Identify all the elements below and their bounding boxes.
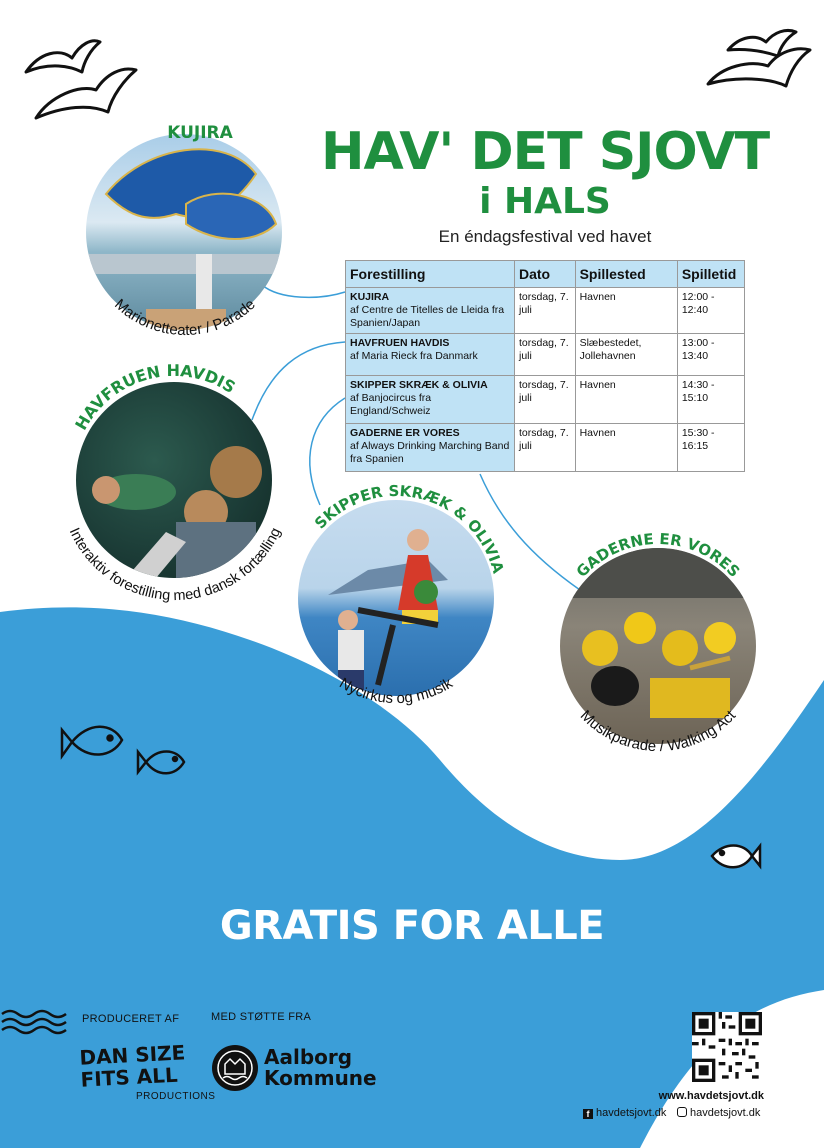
instagram-icon <box>677 1107 687 1117</box>
date-cell: torsdag, 7. juli <box>515 288 576 334</box>
time-cell: 13:00 - 13:40 <box>677 334 744 376</box>
havfruen-caption <box>52 362 298 608</box>
instagram-handle[interactable] <box>677 1107 760 1119</box>
column-header: Forestilling <box>346 261 515 288</box>
kujira-caption <box>70 120 300 350</box>
table-header-row <box>346 261 745 288</box>
svg-text:Musikparade / Walking Act: Musikparade / Walking Act <box>576 706 740 756</box>
qr-code[interactable] <box>692 1012 762 1082</box>
festival-subtitle: En éndagsfestival ved havet <box>438 227 652 246</box>
dan-size-fits-all-sub: PRODUCTIONS <box>136 1091 216 1102</box>
table-row <box>346 424 745 472</box>
svg-text:HAVFRUEN HAVDIS: HAVFRUEN HAVDIS <box>71 360 239 434</box>
website-link[interactable]: www.havdetsjovt.dk <box>658 1090 764 1102</box>
table-row <box>346 376 745 424</box>
aalborg-seal <box>211 1044 259 1092</box>
logo-line: DAN SIZE <box>78 1040 186 1070</box>
produced-by-label: PRODUCERET AF <box>82 1013 180 1025</box>
table-row <box>346 288 745 334</box>
time-cell: 15:30 - 16:15 <box>677 424 744 472</box>
performance-name: HAVFRUEN HAVDIS <box>350 337 450 349</box>
facebook-icon: f <box>583 1109 593 1119</box>
svg-text:Interaktiv forestilling med da: Interaktiv forestilling med dansk fortælling <box>65 525 285 605</box>
performance-cell <box>346 288 515 334</box>
venue-cell: Slæbestedet, Jollehavnen <box>575 334 677 376</box>
column-header: Dato <box>515 261 576 288</box>
instagram-label: havdetsjovt.dk <box>690 1107 761 1119</box>
performance-cell <box>346 376 515 424</box>
venue-cell: Havnen <box>575 424 677 472</box>
performance-by: af Maria Rieck fra Danmark <box>350 350 478 362</box>
facebook-label: havdetsjovt.dk <box>596 1107 667 1119</box>
gaderne-caption <box>545 533 771 759</box>
aalborg-kommune-logo <box>264 1047 377 1089</box>
svg-text:GADERNE ER VORES: GADERNE ER VORES <box>572 529 744 581</box>
facebook-handle[interactable] <box>583 1107 666 1119</box>
logo-line: Kommune <box>264 1066 377 1090</box>
svg-text:Nycirkus og musik: Nycirkus og musik <box>336 674 456 708</box>
performance-name: SKIPPER SKRÆK & OLIVIA <box>350 379 488 391</box>
column-header: Spilletid <box>677 261 744 288</box>
performance-cell <box>346 334 515 376</box>
performance-name: GADERNE ER VORES <box>350 427 460 439</box>
performance-by: af Centre de Titelles de Lleida fra Spanien/Japan <box>350 304 505 329</box>
bird-icon <box>708 30 810 86</box>
time-cell: 14:30 - 15:10 <box>677 376 744 424</box>
skipper-caption <box>283 485 509 711</box>
performance-by: af Always Drinking Marching Band fra Spanien <box>350 440 510 465</box>
schedule-table <box>345 260 745 472</box>
performance-cell <box>346 424 515 472</box>
svg-text:Marionetteater / Parade: Marionetteater / Parade <box>111 295 259 340</box>
time-cell: 12:00 - 12:40 <box>677 288 744 334</box>
festival-place: i HALS <box>479 181 611 222</box>
dan-size-fits-all-logo <box>79 1041 187 1090</box>
venue-cell: Havnen <box>575 288 677 334</box>
bird-icon <box>26 41 136 118</box>
table-row <box>346 334 745 376</box>
logo-line: Aalborg <box>264 1045 353 1069</box>
logo-line: FITS ALL <box>80 1062 179 1092</box>
free-for-all-banner: GRATIS FOR ALLE <box>219 903 605 949</box>
support-label: MED STØTTE FRA <box>211 1011 312 1023</box>
date-cell: torsdag, 7. juli <box>515 424 576 472</box>
svg-text:SKIPPER SKRÆK & OLIVIA: SKIPPER SKRÆK & OLIVIA <box>311 481 508 576</box>
column-header: Spillested <box>575 261 677 288</box>
performance-by: af Banjocircus fra England/Schweiz <box>350 392 432 417</box>
svg-text:KUJIRA: KUJIRA <box>167 123 233 143</box>
date-cell: torsdag, 7. juli <box>515 376 576 424</box>
festival-title: HAV' DET SJOVT <box>320 122 770 182</box>
venue-cell: Havnen <box>575 376 677 424</box>
date-cell: torsdag, 7. juli <box>515 334 576 376</box>
performance-name: KUJIRA <box>350 291 390 303</box>
